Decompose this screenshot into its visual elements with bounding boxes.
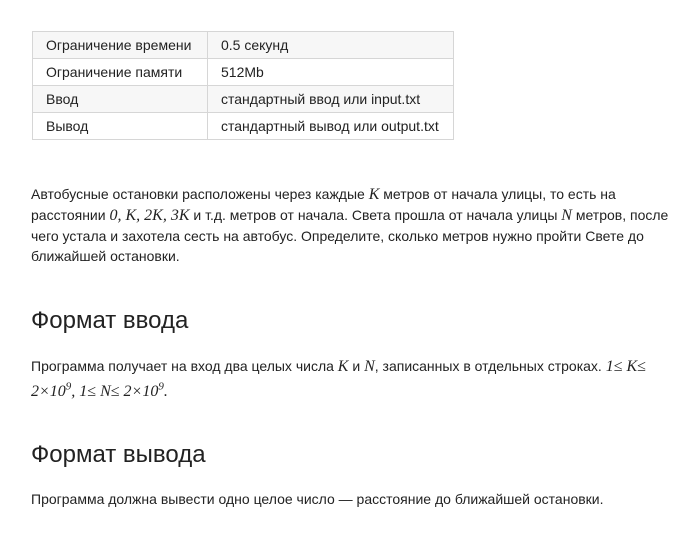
input-format-text bbox=[31, 354, 671, 404]
limits-value: стандартный вывод или output.txt bbox=[208, 113, 454, 140]
constraint-k-exp: 9 bbox=[65, 380, 72, 393]
limits-table bbox=[32, 31, 454, 140]
statement-text: метров, после чего устала и захотела сесть на автобус. Определите, сколько метров нужно пройти Свете до ближайшей остановки. bbox=[31, 207, 669, 264]
limits-label: Ограничение памяти bbox=[33, 59, 208, 86]
statement-text: и т.д. метров от начала. Света прошла от начала улицы bbox=[189, 207, 562, 223]
problem-statement bbox=[31, 184, 671, 266]
limits-value: 0.5 секунд bbox=[208, 32, 454, 59]
limits-row-memory bbox=[33, 59, 454, 86]
limits-label: Вывод bbox=[33, 113, 208, 140]
limits-label: Ввод bbox=[33, 86, 208, 113]
limits-value: 512Mb bbox=[208, 59, 454, 86]
input-text: , записанных в отдельных строках. bbox=[374, 358, 606, 374]
math-n: N bbox=[561, 207, 572, 224]
constraint-end: . bbox=[163, 383, 168, 400]
math-n: N bbox=[364, 358, 375, 375]
constraint-n-exp: 9 bbox=[158, 380, 164, 393]
limits-value: стандартный ввод или input.txt bbox=[208, 86, 454, 113]
input-text: Программа получает на вход два целых числа bbox=[31, 358, 338, 374]
math-k: K bbox=[368, 186, 380, 203]
input-text: и bbox=[348, 358, 365, 374]
constraint-n bbox=[79, 380, 164, 400]
limits-label: Ограничение времени bbox=[33, 32, 208, 59]
limits-row-input bbox=[33, 86, 454, 113]
constraint-sep: , bbox=[71, 383, 80, 400]
math-stops: 0, K, 2K, 3K bbox=[109, 207, 190, 224]
constraint-n-base: 1≤ N≤ 2×10 bbox=[79, 383, 159, 400]
statement-text: метров от начала улицы, то есть на расстоянии bbox=[31, 186, 616, 223]
input-format-heading: Формат ввода bbox=[31, 307, 189, 334]
constraint-k-base: 1≤ K≤ 2×10 bbox=[31, 358, 646, 400]
limits-row-output bbox=[33, 113, 454, 140]
output-format-heading: Формат вывода bbox=[31, 441, 206, 468]
limits-row-time bbox=[33, 32, 454, 59]
statement-text: Автобусные остановки расположены через каждые bbox=[31, 186, 369, 202]
output-format-text: Программа должна вывести одно целое число — расстояние до ближайшей остановки. bbox=[31, 491, 604, 507]
math-k: K bbox=[337, 358, 349, 375]
